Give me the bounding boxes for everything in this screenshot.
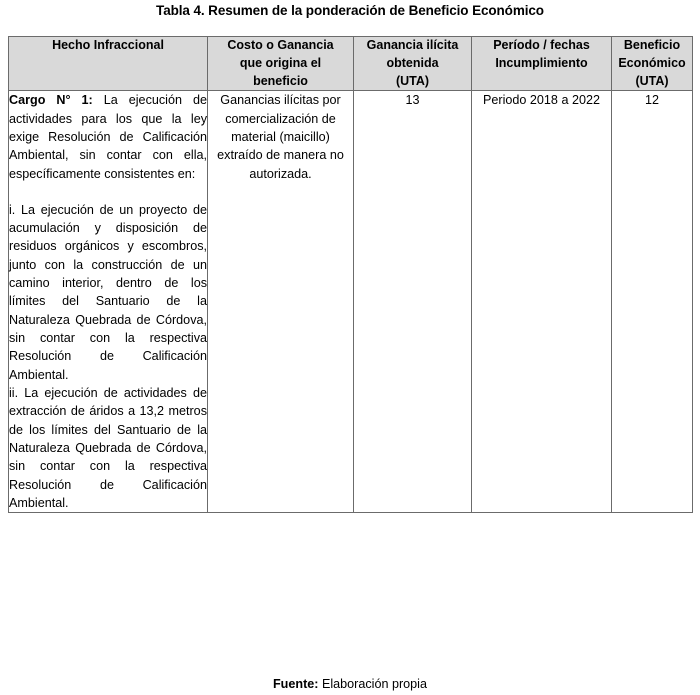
costo-ganancia-text: Ganancias ilícitas por comercialización de material (maicillo) extraído de manera no autorizada. bbox=[217, 93, 344, 181]
cargo-item-ii: ii. La ejecución de actividades de extracción de áridos a 13,2 metros de los límites del Santuario de la Naturaleza Quebrada de Córdova, sin contar con la respectiva Resolución de Calificación Ambiental. bbox=[9, 385, 207, 510]
cell-periodo-incumplimiento bbox=[472, 91, 612, 513]
column-header-costo-ganancia bbox=[208, 37, 354, 91]
column-header-periodo-fechas-line1: Período / fechas bbox=[493, 38, 590, 52]
column-header-periodo-fechas bbox=[472, 37, 612, 91]
column-header-costo-ganancia-line2: que origina el bbox=[239, 55, 322, 70]
cell-beneficio-economico-uta bbox=[612, 91, 693, 513]
column-header-hecho-infraccional bbox=[9, 37, 208, 91]
column-header-beneficio-economico bbox=[612, 37, 693, 91]
column-header-costo-ganancia-line3: beneficio bbox=[253, 73, 308, 88]
beneficio-economico-table bbox=[8, 36, 693, 513]
table-row bbox=[9, 91, 693, 513]
column-header-ganancia-ilicita-line3: (UTA) bbox=[395, 73, 430, 88]
paragraph-spacer bbox=[9, 183, 207, 201]
beneficio-economico-value: 12 bbox=[644, 93, 659, 108]
column-header-beneficio-economico-line1: Beneficio bbox=[623, 38, 681, 52]
cargo-intro-text: La ejecución de actividades para los que la ley exige Resolución de Calificación Ambiental, sin contar con ella, específicamente consistentes en: bbox=[9, 93, 207, 181]
column-header-periodo-fechas-line2: Incumplimiento bbox=[495, 55, 588, 70]
table-header-row bbox=[9, 37, 693, 91]
source-note bbox=[0, 676, 700, 692]
source-label: Fuente: bbox=[272, 677, 319, 691]
column-header-ganancia-ilicita-line1: Ganancia ilícita bbox=[366, 38, 459, 52]
column-header-costo-ganancia-line1: Costo o Ganancia bbox=[227, 38, 334, 52]
cargo-number-label: Cargo N° 1: bbox=[9, 93, 93, 108]
column-header-ganancia-ilicita bbox=[354, 37, 472, 91]
periodo-value: Periodo 2018 a 2022 bbox=[483, 93, 600, 108]
page-title: Tabla 4. Resumen de la ponderación de Beneficio Económico bbox=[156, 3, 544, 18]
cell-ganancia-ilicita-uta bbox=[354, 91, 472, 513]
cargo-intro-paragraph bbox=[9, 91, 207, 183]
source-text: Elaboración propia bbox=[318, 677, 427, 691]
cell-hecho-infraccional bbox=[9, 91, 208, 513]
cell-costo-ganancia bbox=[208, 91, 354, 513]
cargo-item-i: i. La ejecución de un proyecto de acumulación y disposición de residuos orgánicos y escombros, junto con la construcción de un camino interior, dentro de los límites del Santuario de la Naturaleza Quebrada de Córdova, sin contar con la respectiva Resolución de Calificación Ambiental. bbox=[9, 202, 207, 382]
column-header-hecho-infraccional-line1: Hecho Infraccional bbox=[52, 38, 164, 52]
column-header-beneficio-economico-line3: (UTA) bbox=[635, 73, 669, 88]
column-header-ganancia-ilicita-line2: obtenida bbox=[386, 55, 439, 70]
ganancia-ilicita-value: 13 bbox=[405, 93, 420, 108]
table-container bbox=[8, 36, 692, 513]
column-header-beneficio-economico-line2: Económico bbox=[618, 55, 686, 70]
